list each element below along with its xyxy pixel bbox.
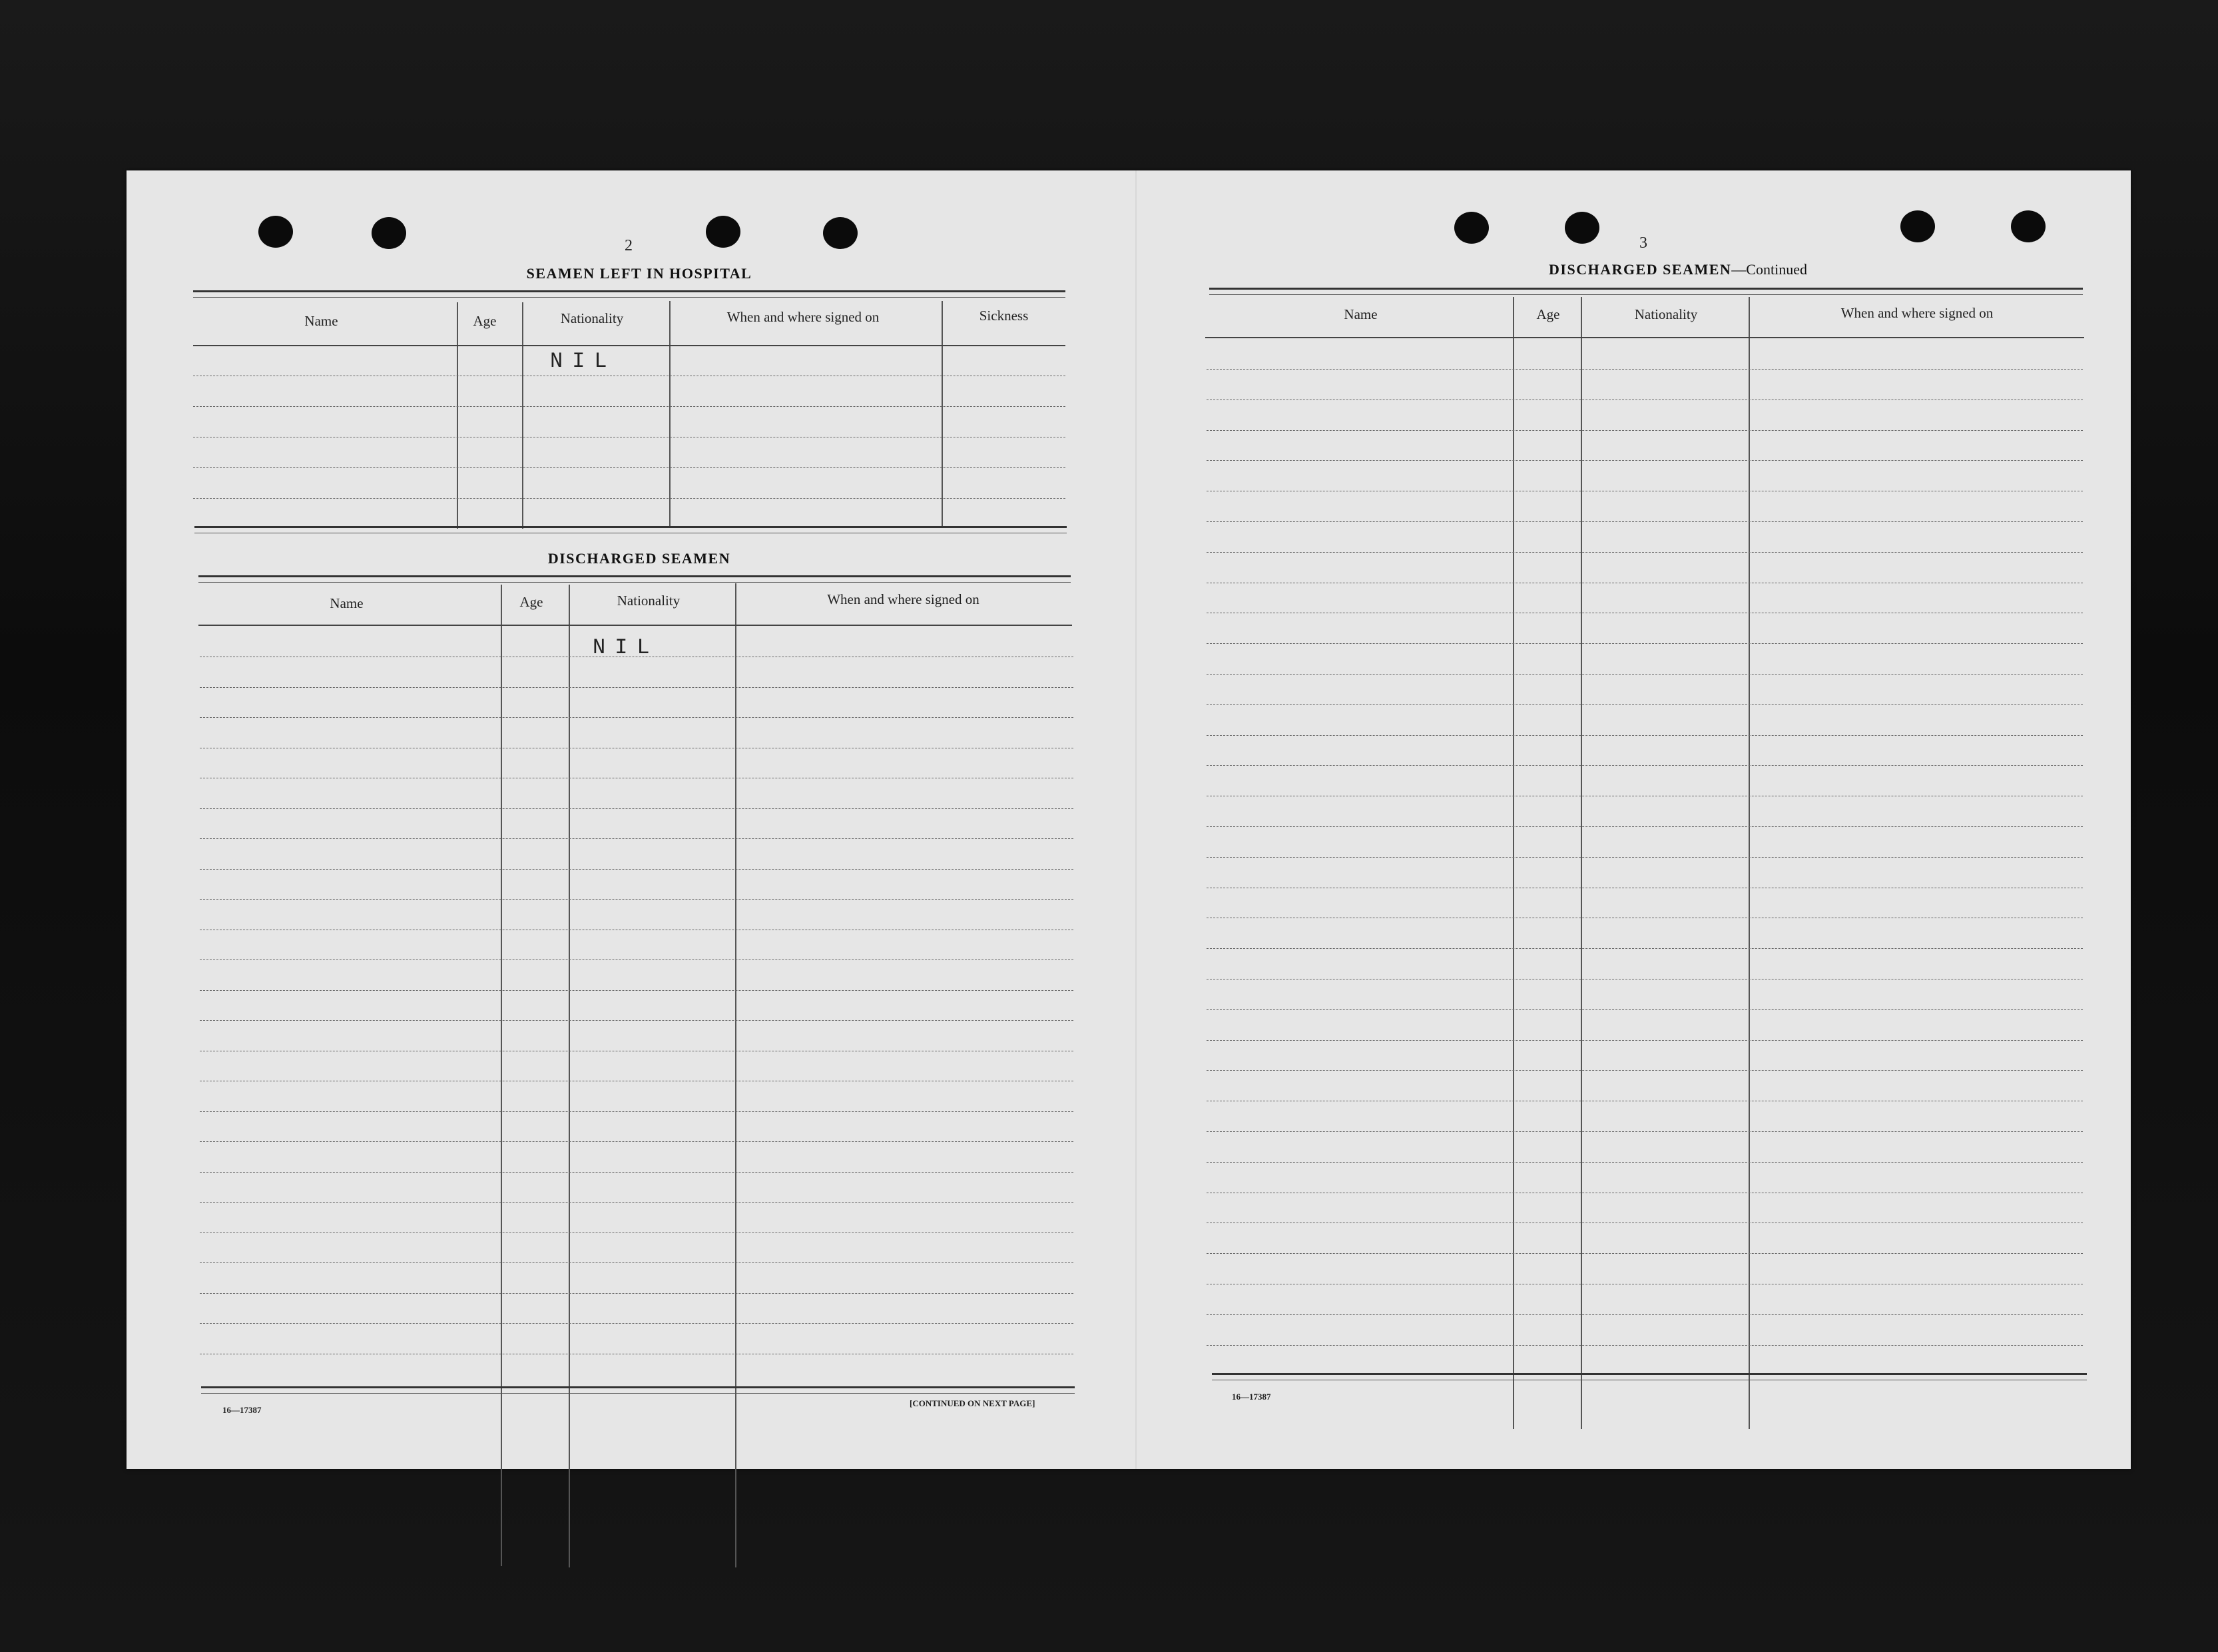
hospital-nil-entry: NIL	[550, 349, 617, 374]
entry-row-line	[200, 1262, 1073, 1263]
right-divider	[1581, 297, 1582, 1429]
form-number-right: 16—17387	[1232, 1392, 1271, 1402]
entry-row-line	[1207, 460, 2083, 461]
entry-row-line	[1207, 674, 2083, 675]
entry-row-line	[200, 1293, 1073, 1294]
continued-note: [CONTINUED ON NEXT PAGE]	[910, 1398, 1035, 1408]
hospital-col-name: Name	[304, 313, 338, 329]
discharged-col-age: Age	[519, 594, 543, 610]
entry-row-line	[1207, 826, 2083, 827]
right-header-underline	[1205, 337, 2084, 338]
entry-row-line	[1207, 857, 2083, 858]
entry-row-line	[200, 838, 1073, 839]
center-fold	[1135, 170, 1137, 1469]
discharged-continued-title	[1458, 261, 1898, 278]
entry-row-line	[1207, 704, 2083, 705]
hospital-divider	[457, 302, 458, 529]
punch-hole	[258, 216, 293, 248]
discharged-bottom-rule	[201, 1386, 1075, 1394]
entry-row-line	[200, 899, 1073, 900]
right-divider	[1749, 297, 1750, 1429]
entry-row-line	[1207, 1131, 2083, 1132]
entry-row-line	[1207, 1070, 2083, 1071]
punch-hole	[1454, 212, 1489, 244]
punch-hole	[2011, 210, 2046, 242]
entry-row-line	[1207, 1253, 2083, 1254]
hospital-bottom-rule	[194, 526, 1067, 533]
hospital-section-title: SEAMEN LEFT IN HOSPITAL	[526, 265, 752, 282]
entry-row-line	[200, 687, 1073, 688]
hospital-divider	[942, 301, 943, 527]
hospital-top-rule	[193, 290, 1065, 298]
entry-row-line	[200, 717, 1073, 718]
entry-row-line	[200, 1141, 1073, 1142]
form-number-left: 16—17387	[222, 1405, 262, 1415]
entry-row-line	[200, 1111, 1073, 1112]
entry-row-line	[200, 1020, 1073, 1021]
discharged-header-underline	[198, 625, 1072, 626]
entry-row-line	[200, 1202, 1073, 1203]
entry-row-line	[1207, 643, 2083, 644]
entry-row-line	[1207, 735, 2083, 736]
entry-row-line	[200, 869, 1073, 870]
hospital-divider	[669, 301, 671, 527]
discharged-col-nationality: Nationality	[617, 593, 681, 609]
hospital-header-underline	[193, 345, 1065, 346]
discharged-divider	[735, 583, 736, 1567]
discharged-continued-suffix: —Continued	[1731, 261, 1807, 278]
entry-row-line	[200, 1172, 1073, 1173]
right-col-age: Age	[1536, 306, 1560, 322]
right-col-signed-on: When and where signed on	[1840, 305, 1994, 321]
right-top-rule	[1209, 288, 2083, 295]
ledger-spread	[127, 170, 2131, 1469]
entry-row-line	[1207, 552, 2083, 553]
right-divider	[1513, 297, 1514, 1429]
entry-row-line	[1207, 765, 2083, 766]
entry-row-line	[200, 990, 1073, 991]
discharged-col-signed-on: When and where signed on	[827, 591, 979, 607]
right-bottom-rule	[1212, 1373, 2087, 1380]
entry-row-line	[1207, 430, 2083, 431]
hospital-row	[193, 498, 1065, 499]
discharged-nil-entry: NIL	[593, 635, 659, 660]
discharged-top-rule	[198, 575, 1071, 583]
entry-row-line	[1207, 1345, 2083, 1346]
entry-row-line	[1207, 1314, 2083, 1315]
punch-hole	[706, 216, 740, 248]
punch-hole	[1565, 212, 1599, 244]
punch-hole	[372, 217, 406, 249]
entry-row-line	[1207, 521, 2083, 522]
entry-row-line	[1207, 369, 2083, 370]
entry-row-line	[1207, 948, 2083, 949]
punch-hole	[1900, 210, 1935, 242]
hospital-col-nationality: Nationality	[560, 310, 624, 326]
right-col-name: Name	[1344, 306, 1378, 322]
discharged-section-title: DISCHARGED SEAMEN	[547, 550, 731, 567]
discharged-divider	[501, 585, 502, 1566]
entry-row-line	[1207, 1009, 2083, 1010]
hospital-col-signed-on: When and where signed on	[726, 309, 880, 325]
punch-hole	[823, 217, 858, 249]
discharged-continued-title-main: DISCHARGED SEAMEN	[1549, 261, 1732, 278]
hospital-row	[193, 406, 1065, 407]
entry-row-line	[1207, 1162, 2083, 1163]
hospital-col-sickness: Sickness	[979, 308, 1029, 324]
right-col-nationality: Nationality	[1634, 306, 1698, 322]
page-number-left: 2	[625, 237, 633, 254]
entry-row-line	[200, 1323, 1073, 1324]
discharged-divider	[569, 585, 570, 1567]
hospital-col-age: Age	[473, 313, 497, 329]
hospital-row	[193, 467, 1065, 468]
discharged-col-name: Name	[330, 595, 364, 611]
entry-row-line	[1207, 1040, 2083, 1041]
hospital-divider	[522, 302, 523, 529]
page-number-right: 3	[1639, 234, 1648, 252]
entry-row-line	[200, 808, 1073, 809]
